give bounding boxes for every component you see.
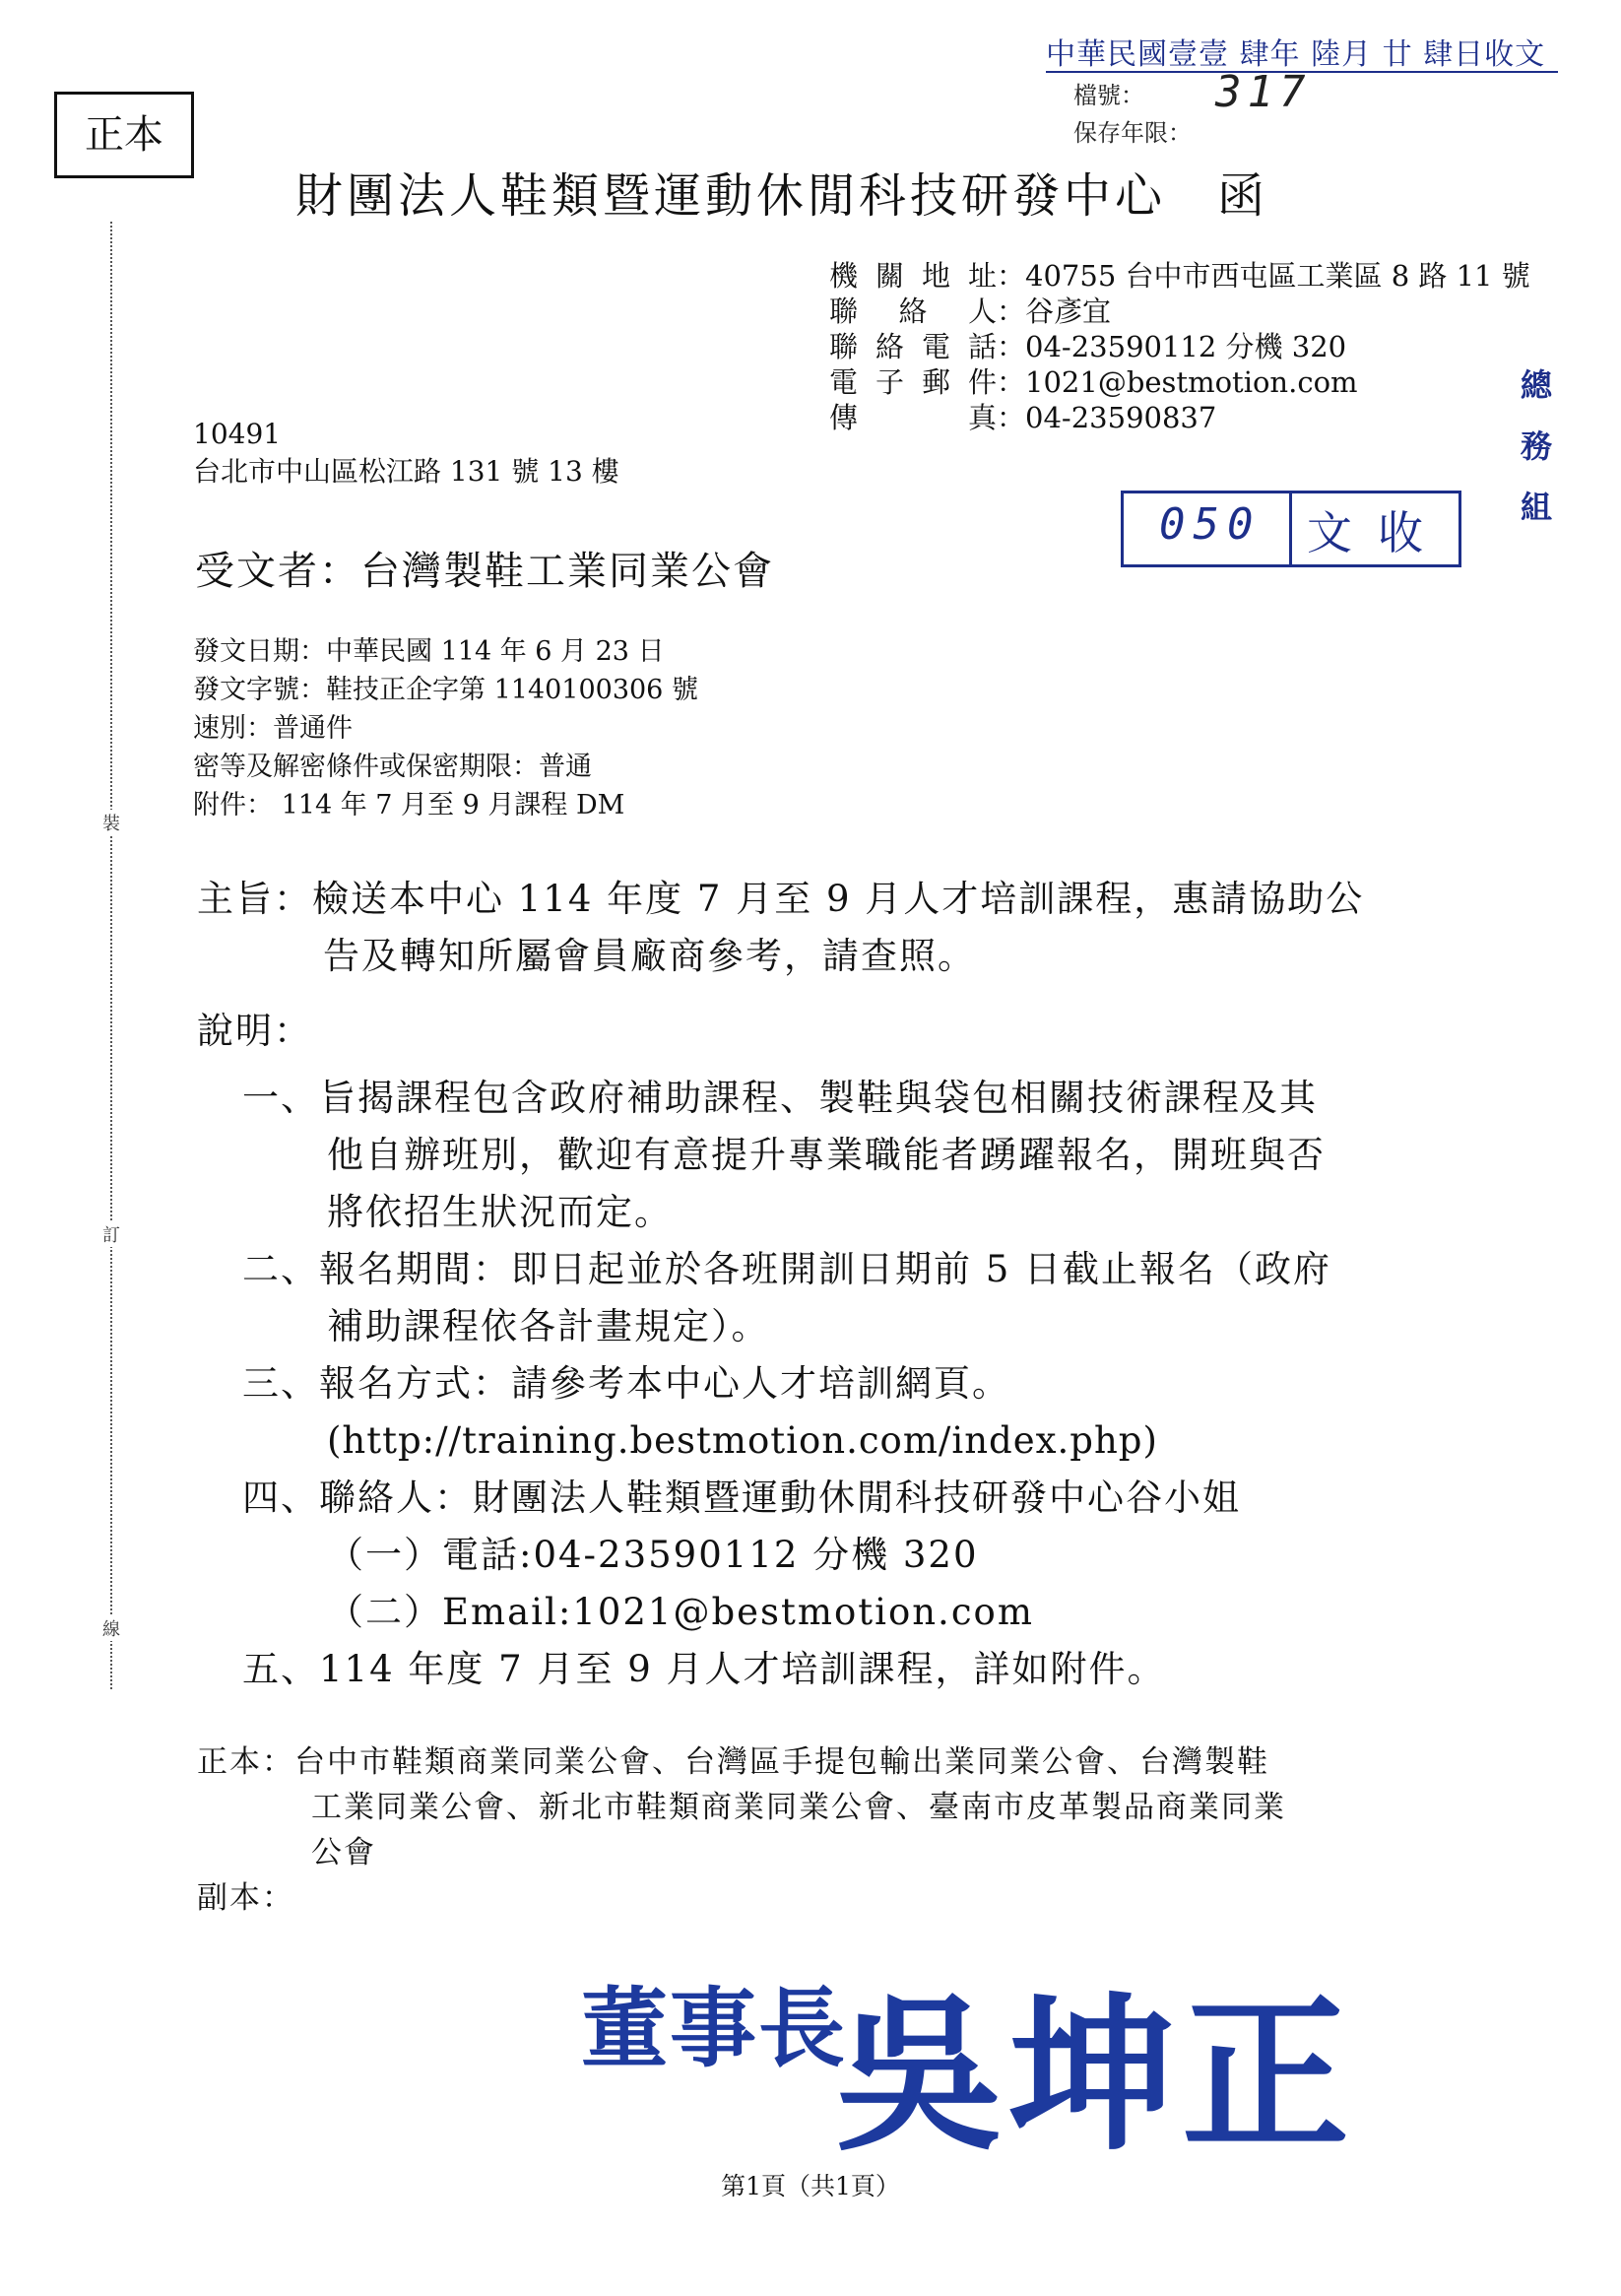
- org-info-row: 傳真：04-23590837: [829, 401, 1217, 434]
- binding-mark-staple: 訂: [102, 1221, 120, 1247]
- item-1-line-3: 將依招生狀況而定。: [327, 1191, 673, 1233]
- org-info-row: 機關地址：40755 台中市西屯區工業區 8 路 11 號: [829, 259, 1530, 293]
- main-copy-line-1: 正本：台中市鞋類商業同業公會、台灣區手提包輸出業同業公會、台灣製鞋: [197, 1744, 1269, 1780]
- received-stamp: [1121, 491, 1461, 567]
- item-4-email: （二）Email:1021@bestmotion.com: [327, 1591, 1034, 1633]
- issue-date: 發文日期：中華民國 114 年 6 月 23 日: [193, 636, 665, 667]
- archive-number: 317: [1215, 67, 1312, 117]
- retention-label: 保存年限：: [1073, 119, 1192, 147]
- item-4-line-1: 四、聯絡人：財團法人鞋類暨運動休閒科技研發中心谷小姐: [242, 1476, 1241, 1519]
- org-fax: 04-23590837: [1025, 401, 1217, 434]
- item-1-line-2: 他自辦班別，歡迎有意提升專業職能者踴躍報名，開班與否: [327, 1134, 1326, 1176]
- recipient-address: [193, 416, 619, 491]
- recipient-postcode: 10491: [193, 418, 282, 450]
- org-info-row: 電子郵件：1021@bestmotion.com: [829, 365, 1358, 399]
- distribution-block: [197, 1739, 1286, 1921]
- attachment-info: 附件： 114 年 7 月至 9 月課程 DM: [193, 790, 625, 820]
- subject-line-2: 告及轉知所屬會員廠商參考，請查照。: [323, 935, 976, 977]
- item-3-line-1: 三、報名方式：請參考本中心人才培訓網頁。: [242, 1362, 1010, 1405]
- department-side-stamp: [1517, 355, 1556, 538]
- org-info-label: 機關地址: [829, 259, 997, 293]
- explanation-items: [242, 1070, 1331, 1698]
- side-stamp-char: 總: [1520, 366, 1552, 404]
- org-info-label: 電子郵件: [829, 365, 997, 399]
- org-phone: 04-23590112 分機 320: [1025, 330, 1347, 363]
- org-info-row: 聯絡人：谷彥宜: [829, 295, 1112, 328]
- main-copy-line-3: 公會: [311, 1835, 376, 1870]
- org-contact-person: 谷彥宜: [1025, 295, 1112, 328]
- document-meta: [193, 632, 698, 824]
- org-email: 1021@bestmotion.com: [1025, 365, 1358, 399]
- binding-line: [110, 222, 112, 1689]
- received-stamp-number: 050: [1159, 499, 1262, 550]
- page-footer: 第1頁（共1頁）: [721, 2172, 900, 2200]
- received-stamp-divider: [1289, 493, 1292, 564]
- archive-label: 檔號：: [1073, 82, 1144, 109]
- org-info-label: 傳真: [829, 401, 997, 434]
- recipient-street-address: 台北市中山區松江路 131 號 13 樓: [193, 455, 619, 488]
- received-stamp-text: 文收: [1307, 506, 1449, 559]
- item-2-line-2: 補助課程依各計畫規定）。: [327, 1305, 770, 1347]
- org-address: 40755 台中市西屯區工業區 8 路 11 號: [1025, 259, 1530, 293]
- main-copy-line-2: 工業同業公會、新北市鞋類商業同業公會、臺南市皮革製品商業同業: [311, 1790, 1286, 1825]
- signature-title-stamp: 董事長: [581, 1978, 848, 2079]
- subject-block: [197, 871, 1364, 985]
- side-stamp-char: 組: [1520, 489, 1552, 526]
- org-info-row: 聯絡電話：04-23590112 分機 320: [829, 330, 1347, 363]
- org-info-block: [829, 258, 1530, 435]
- delivery-speed: 速別：普通件: [193, 713, 353, 744]
- archive-info: [1073, 77, 1192, 152]
- org-info-label: 聯絡人: [829, 295, 997, 328]
- document-number: 發文字號：鞋技正企字第 1140100306 號: [193, 675, 698, 705]
- item-5-line-1: 五、114 年度 7 月至 9 月人才培訓課程，詳如附件。: [242, 1648, 1166, 1690]
- item-1-line-1: 一、旨揭課程包含政府補助課程、製鞋與袋包相關技術課程及其: [242, 1077, 1318, 1119]
- security-level: 密等及解密條件或保密期限：普通: [193, 752, 592, 782]
- recipient-line: 受文者：台灣製鞋工業同業公會: [195, 549, 774, 594]
- item-4-phone: （一）電話:04-23590112 分機 320: [327, 1534, 979, 1576]
- carbon-copy-line: 副本：: [197, 1880, 294, 1916]
- org-info-label: 聯絡電話: [829, 330, 997, 363]
- document-title: 財團法人鞋類暨運動休閒科技研發中心 函: [295, 168, 1269, 224]
- item-2-line-1: 二、報名期間：即日起並於各班開訓日期前 5 日截止報名（政府: [242, 1248, 1332, 1290]
- binding-mark-line: 線: [102, 1615, 120, 1641]
- binding-mark-bind: 裝: [102, 810, 120, 835]
- receipt-date-stamp: 中華民國壹壹 肆年 陸月 廿 肆日收文: [1046, 37, 1546, 72]
- subject-line-1: 主旨：檢送本中心 114 年度 7 月至 9 月人才培訓課程，惠請協助公: [197, 878, 1365, 920]
- signature-name-stamp: 吳坤正: [835, 1979, 1356, 2174]
- side-stamp-char: 務: [1520, 427, 1552, 465]
- explanation-label: 說明：: [197, 1010, 312, 1052]
- original-copy-label: 正本: [54, 92, 194, 178]
- item-3-url: (http://training.bestmotion.com/index.php): [327, 1419, 1158, 1462]
